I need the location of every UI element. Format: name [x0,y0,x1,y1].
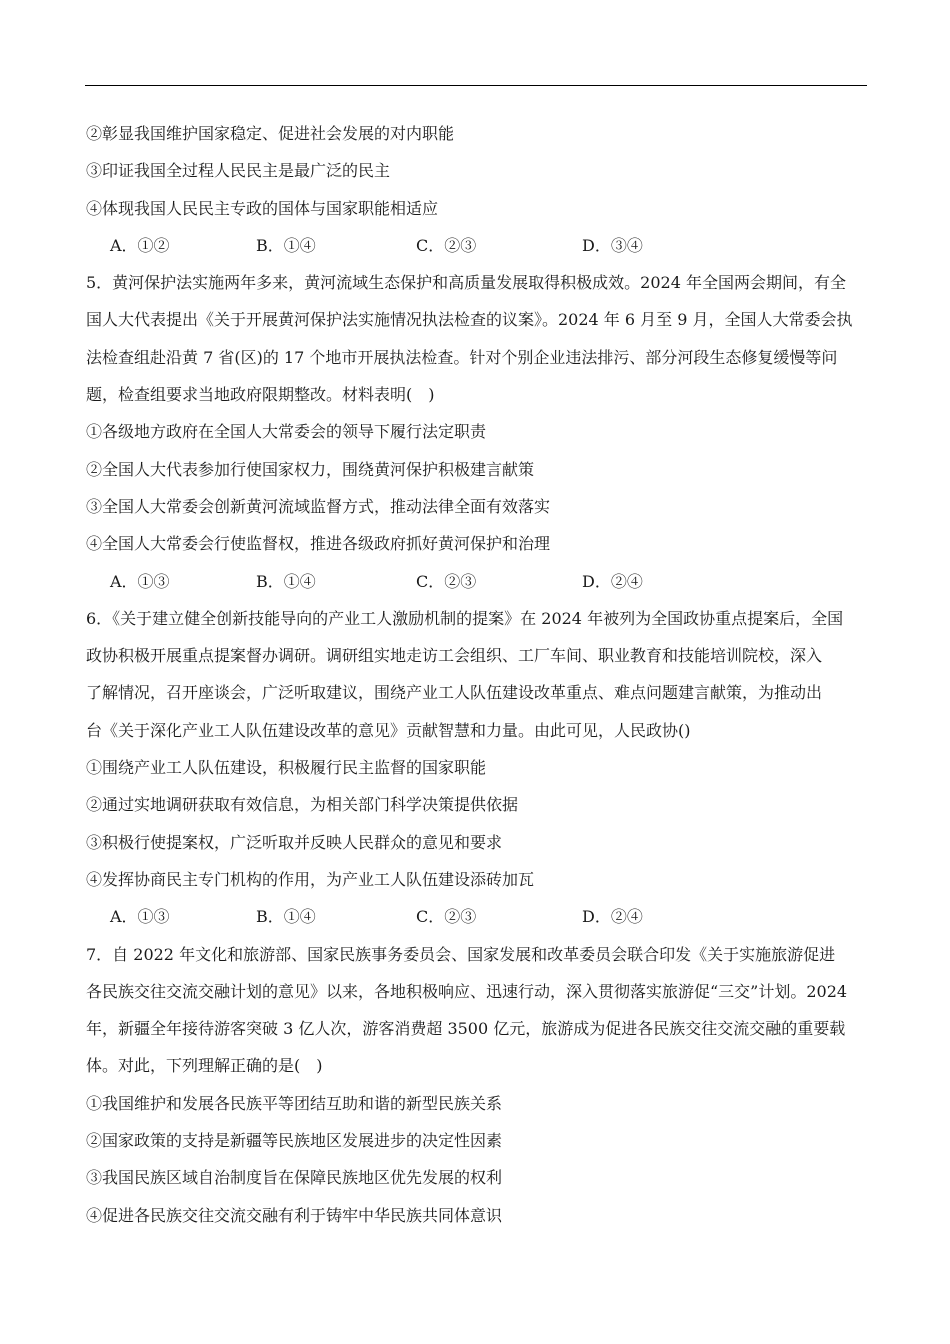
q6-choice-d: D．②④ [582,907,643,927]
q5-option-2: ②全国人大代表参加行使国家权力，围绕黄河保护积极建言献策 [86,459,535,479]
q4-option-4: ④体现我国人民民主专政的国体与国家职能相适应 [86,198,439,218]
q7-stem-line-4: 体。对此，下列理解正确的是( ) [86,1056,323,1076]
exam-page-content [86,115,868,1234]
q7-option-4: ④促进各民族交往交流交融有利于铸牢中华民族共同体意识 [86,1205,503,1225]
q5-stem-line-4: 题，检查组要求当地政府限期整改。材料表明( ) [86,385,435,405]
q7-stem-line-1: 7．自 2022 年文化和旅游部、国家民族事务委员会、国家发展和改革委员会联合印发《关于实施旅游促进 [86,944,836,964]
q6-option-3: ③积极行使提案权，广泛听取并反映人民群众的意见和要求 [86,832,503,852]
q5-choice-b: B．①④ [256,571,316,591]
q6-stem-line-3: 了解情况，召开座谈会，广泛听取建议，围绕产业工人队伍建设改革重点、难点问题建言献策，为推动出 [86,683,823,703]
q6-option-2: ②通过实地调研获取有效信息，为相关部门科学决策提供依据 [86,795,519,815]
q7-stem-line-2: 各民族交往交流交融计划的意见》以来，各地积极响应、迅速行动，深入贯彻落实旅游促“三交”计划。2024 [86,981,848,1001]
q5-choice-c: C．②③ [416,571,477,591]
q5-stem-line-3: 法检查组赴沿黄 7 省(区)的 17 个地市开展执法检查。针对个别企业违法排污、部分河段生态修复缓慢等问 [86,347,838,367]
q5-choice-a: A．①③ [110,571,170,591]
q5-choice-d: D．②④ [582,571,643,591]
q6-stem-line-1: 6．《关于建立健全创新技能导向的产业工人激励机制的提案》在 2024 年被列为全国政协重点提案后，全国 [86,608,844,628]
q4-answer-choices [86,227,868,264]
q5-option-3: ③全国人大常委会创新黄河流域监督方式，推动法律全面有效落实 [86,496,551,516]
q4-choice-a: A．①② [110,235,170,255]
q5-answer-choices [86,563,868,600]
q5-stem-line-1: 5．黄河保护法实施两年多来，黄河流域生态保护和高质量发展取得积极成效。2024 年全国两会期间，有全 [86,273,846,293]
q4-choice-d: D．③④ [582,235,643,255]
q5-option-4: ④全国人大常委会行使监督权，推进各级政府抓好黄河保护和治理 [86,534,551,554]
q7-stem-line-3: 年，新疆全年接待游客突破 3 亿人次，游客消费超 3500 亿元，旅游成为促进各民族交往交流交融的重要载 [86,1019,846,1039]
q4-option-3: ③印证我国全过程人民民主是最广泛的民主 [86,161,391,181]
q6-answer-choices [86,898,868,935]
q7-option-2: ②国家政策的支持是新疆等民族地区发展进步的决定性因素 [86,1131,503,1151]
q6-choice-c: C．②③ [416,907,477,927]
header-rule [85,85,867,86]
q6-choice-a: A．①③ [110,907,170,927]
q6-stem-line-4: 台《关于深化产业工人队伍建设改革的意见》贡献智慧和力量。由此可见，人民政协() [86,720,691,740]
q4-choice-b: B．①④ [256,235,316,255]
q6-option-4: ④发挥协商民主专门机构的作用，为产业工人队伍建设添砖加瓦 [86,869,535,889]
q4-choice-c: C．②③ [416,235,477,255]
q6-stem-line-2: 政协积极开展重点提案督办调研。调研组实地走访工会组织、工厂车间、职业教育和技能培训院校，深入 [86,646,823,666]
q4-option-2: ②彰显我国维护国家稳定、促进社会发展的对内职能 [86,124,455,143]
q7-option-3: ③我国民族区域自治制度旨在保障民族地区优先发展的权利 [86,1168,503,1188]
q6-choice-b: B．①④ [256,907,316,927]
q6-option-1: ①围绕产业工人队伍建设，积极履行民主监督的国家职能 [86,758,487,778]
q5-stem-line-2: 国人大代表提出《关于开展黄河保护法实施情况执法检查的议案》。2024 年 6 月至 9 月，全国人大常委会执 [86,310,853,330]
q7-option-1: ①我国维护和发展各民族平等团结互助和谐的新型民族关系 [86,1093,503,1113]
q5-option-1: ①各级地方政府在全国人大常委会的领导下履行法定职责 [86,422,487,442]
